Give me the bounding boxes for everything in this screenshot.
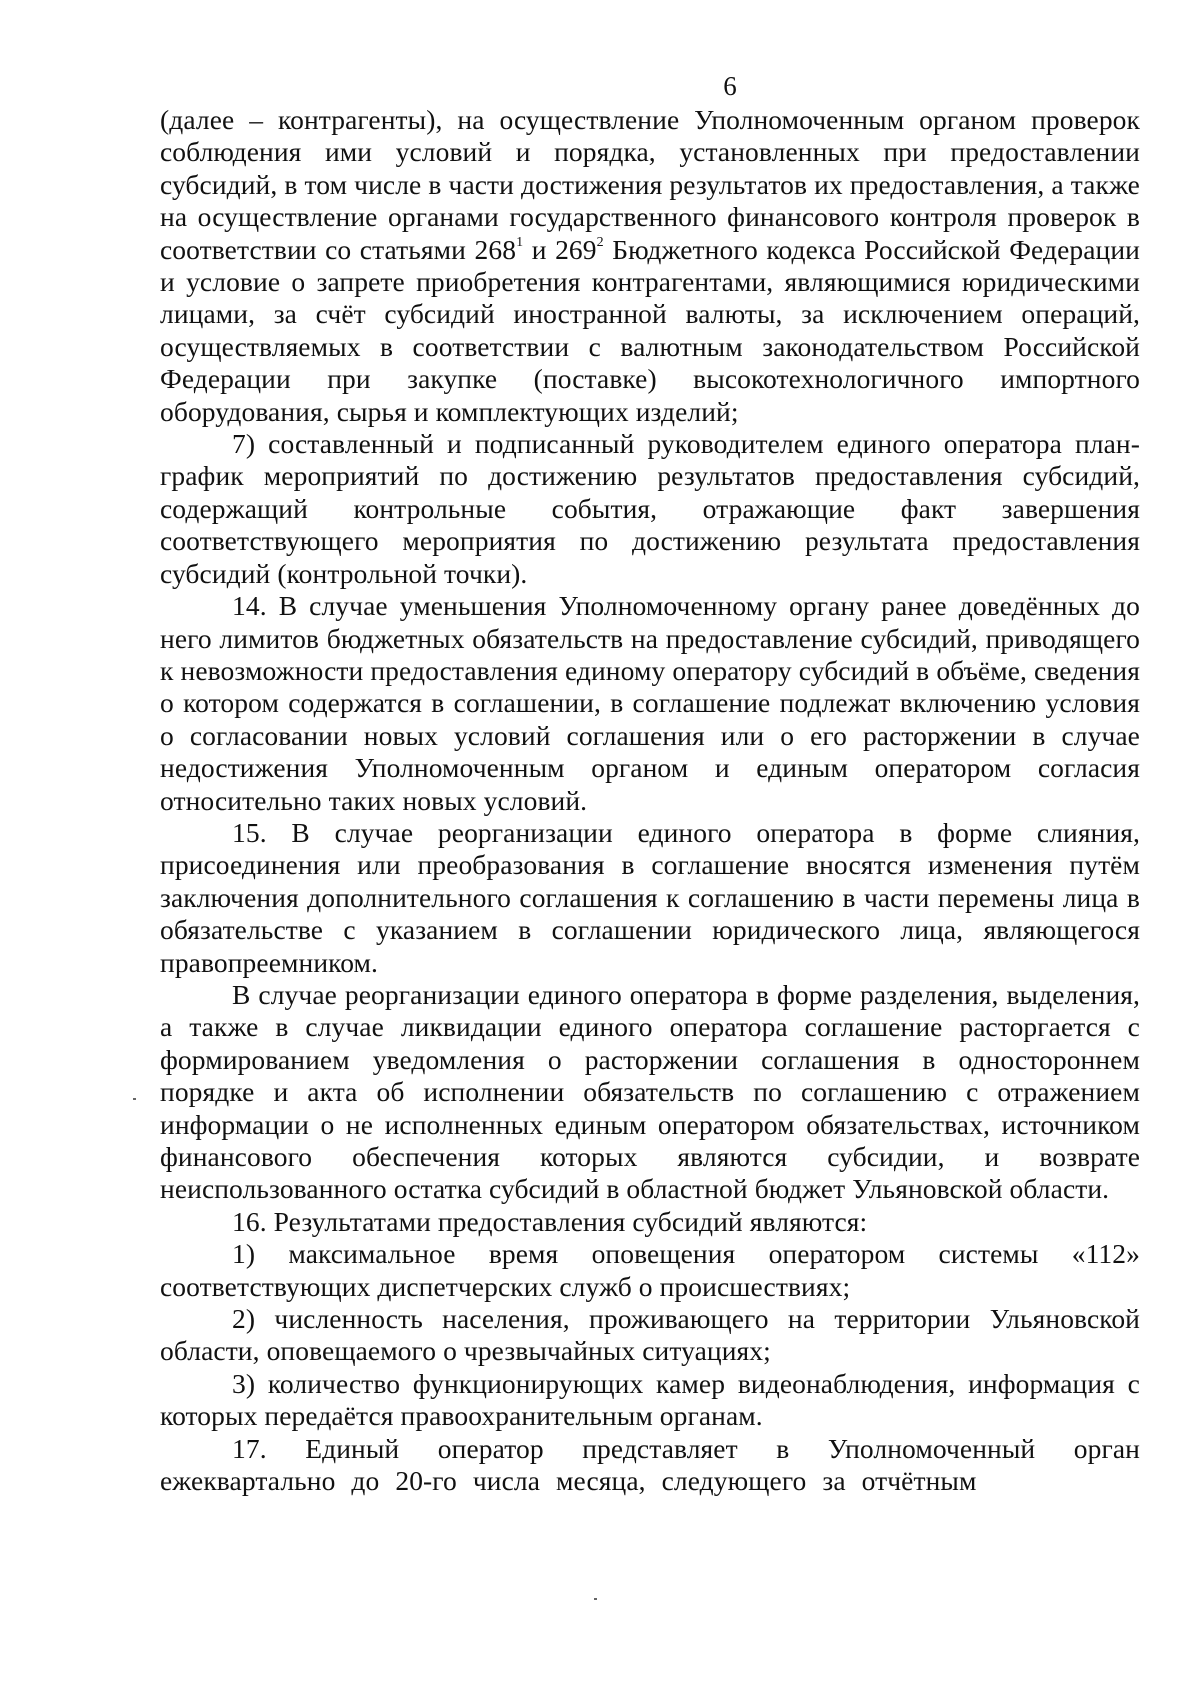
page-number: 6	[723, 71, 737, 101]
superscript-2: 2	[596, 234, 604, 250]
scan-speck	[594, 1598, 597, 1600]
paragraph-text: (далее – контрагенты), на осуществление Уполномоченным органом проверок соблюдения ими условий и порядка, установленных при предоставлении субсидий, в том числе в части достижения результатов их предоставления, а также на осуществление органами государственного финансового контроля проверок в соответствии со статьями 268	[160, 104, 1140, 265]
paragraph-16: 16. Результатами предоставления субсидий являются:	[232, 1205, 868, 1237]
paragraph-14: 14. В случае уменьшения Уполномоченному органу ранее доведённых до него лимитов бюджетных обязательств на предоставление субсидий, приводящего к невозможности предоставления единому оператору субсидий в объёме, сведения о котором содержатся в соглашении, в соглашение подлежат включению условия о согласовании новых условий соглашения или о его расторжении в случае недостижения Уполномоченным органом и единым оператором согласия относительно таких новых условий.	[160, 590, 1140, 816]
paragraph-text: и 269	[523, 233, 597, 265]
scan-speck	[133, 1098, 136, 1100]
paragraph-item-7: 7) составленный и подписанный руководителем единого оператора план-график мероприятий по достижению результатов предоставления субсидий, содержащий контрольные события, отражающие факт завершения соответствующего мероприятия по достижению результата предоставления субсидий (контрольной точки).	[160, 428, 1140, 589]
paragraph-continuation	[160, 104, 1140, 428]
paragraph-text: Бюджетного кодекса Российской Федерации и условие о запрете приобретения контрагентами, являющимися юридическими лицами, за счёт субсидий иностранной валюты, за исключением операций, осуществляемых в соответствии с валютным законодательством Российской Федерации при закупке (поставке) высокотехнологичного импортного оборудования, сырья и комплектующих изделий;	[160, 233, 1141, 427]
paragraph-16-item-2: 2) численность населения, проживающего на территории Ульяновской области, оповещаемого о чрезвычайных ситуациях;	[160, 1303, 1140, 1367]
superscript-1: 1	[516, 234, 524, 250]
document-body	[160, 104, 1140, 1497]
paragraph-15-second: В случае реорганизации единого оператора в форме разделения, выделения, а также в случае ликвидации единого оператора соглашение расторгается с формированием уведомления о расторжении соглашения в одностороннем порядке и акта об исполнении обязательств по соглашению с отражением информации о не исполненных единым оператором обязательствах, источником финансового обеспечения которых являются субсидии, и возврате неиспользованного остатка субсидий в областной бюджет Ульяновской области.	[160, 978, 1140, 1205]
paragraph-15: 15. В случае реорганизации единого оператора в форме слияния, присоединения или преобразования в соглашение вносятся изменения путём заключения дополнительного соглашения к соглашению в части перемены лица в обязательстве с указанием в соглашении юридического лица, являющегося правопреемником.	[160, 816, 1140, 978]
paragraph-16-item-1: 1) максимальное время оповещения оператором системы «112» соответствующих диспетчерских служб о происшествиях;	[160, 1238, 1140, 1302]
paragraph-16-item-3: 3) количество функционирующих камер видеонаблюдения, информация с которых передаётся правоохранительным органам.	[160, 1367, 1140, 1432]
paragraph-17: 17. Единый оператор представляет в Уполномоченный орган ежеквартально до 20-го числа месяца, следующего за отчётным	[160, 1432, 1140, 1497]
